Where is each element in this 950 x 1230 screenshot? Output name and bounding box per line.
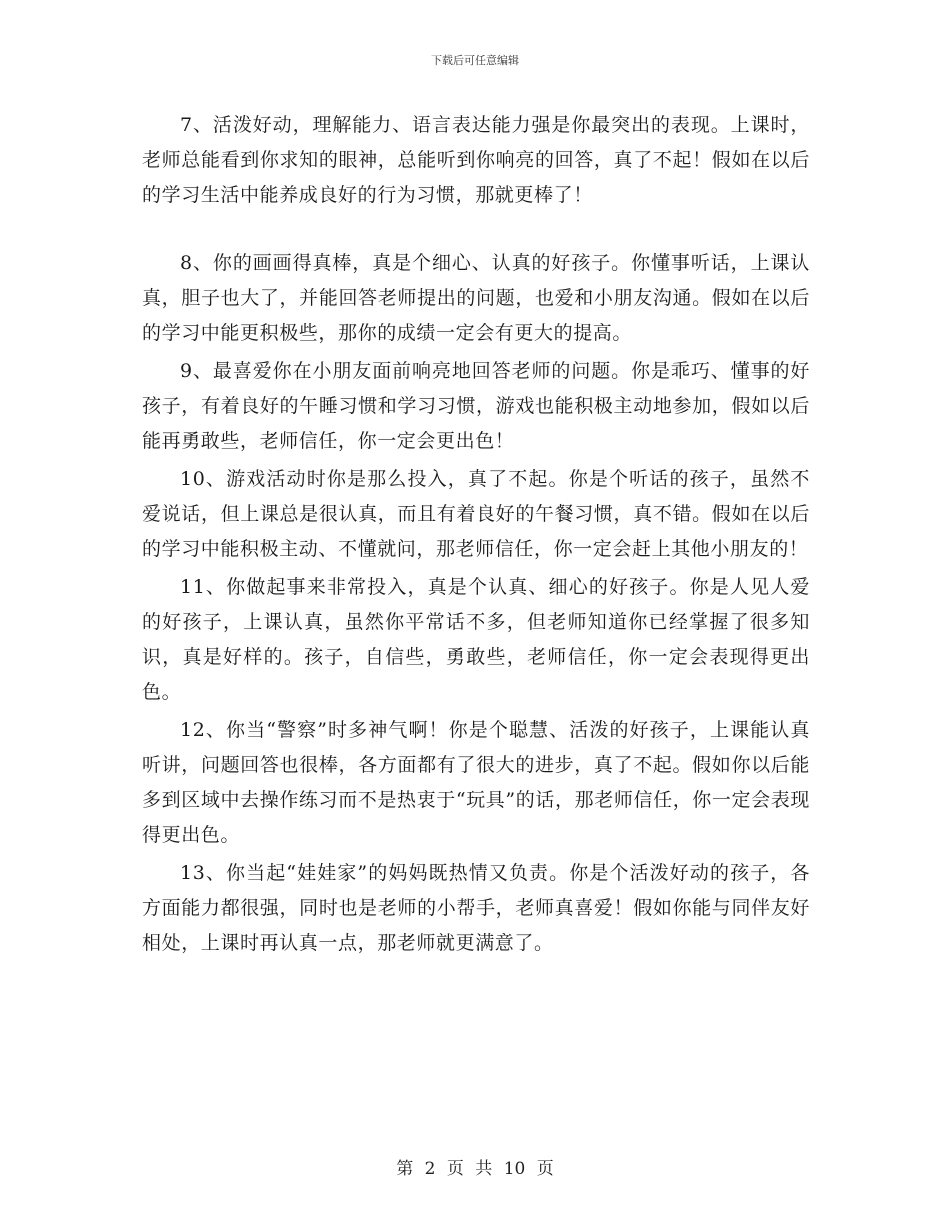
document-body [142, 108, 810, 961]
paragraph-8: 8、你的画画得真棒，真是个细心、认真的好孩子。你懂事听话，上课认真，胆子也大了，并能回答老师提出的问题，也爱和小朋友沟通。假如在以后的学习中能更积极些，那你的成绩一定会有更大的提高。 [142, 252, 810, 344]
page-header: 下载后可任意编辑 [431, 54, 519, 67]
page-footer: 第 2 页 共 10 页 [396, 1159, 554, 1179]
paragraph-12: 12、你当“警察”时多神气啊！你是个聪慧、活泼的好孩子，上课能认真听讲，问题回答也很棒，各方面都有了很大的进步，真了不起。假如你以后能多到区域中去操作练习而不是热衷于“玩具”的话，那老师信任，你一定会表现得更出色。 [142, 719, 810, 846]
paragraph-11: 11、你做起事来非常投入，真是个认真、细心的好孩子。你是人见人爱的好孩子，上课认真，虽然你平常话不多，但老师知道你已经掌握了很多知识，真是好样的。孩子，自信些，勇敢些，老师信任，你一定会表现得更出色。 [142, 576, 810, 703]
paragraph-7: 7、活泼好动，理解能力、语言表达能力强是你最突出的表现。上课时，老师总能看到你求知的眼神，总能听到你响亮的回答，真了不起！假如在以后的学习生活中能养成良好的行为习惯，那就更棒了！ [142, 114, 810, 206]
paragraph-13: 13、你当起“娃娃家”的妈妈既热情又负责。你是个活泼好动的孩子，各方面能力都很强，同时也是老师的小帮手，老师真喜爱！假如你能与同伴友好相处，上课时再认真一点，那老师就更满意了。 [142, 862, 810, 954]
paragraph-9: 9、最喜爱你在小朋友面前响亮地回答老师的问题。你是乖巧、懂事的好孩子，有着良好的午睡习惯和学习习惯，游戏也能积极主动地参加，假如以后能再勇敢些，老师信任，你一定会更出色！ [142, 360, 810, 452]
paragraph-10: 10、游戏活动时你是那么投入，真了不起。你是个听话的孩子，虽然不爱说话，但上课总是很认真，而且有着良好的午餐习惯，真不错。假如在以后的学习中能积极主动、不懂就问，那老师信任，你一定会赶上其他小朋友的！ [142, 468, 810, 560]
